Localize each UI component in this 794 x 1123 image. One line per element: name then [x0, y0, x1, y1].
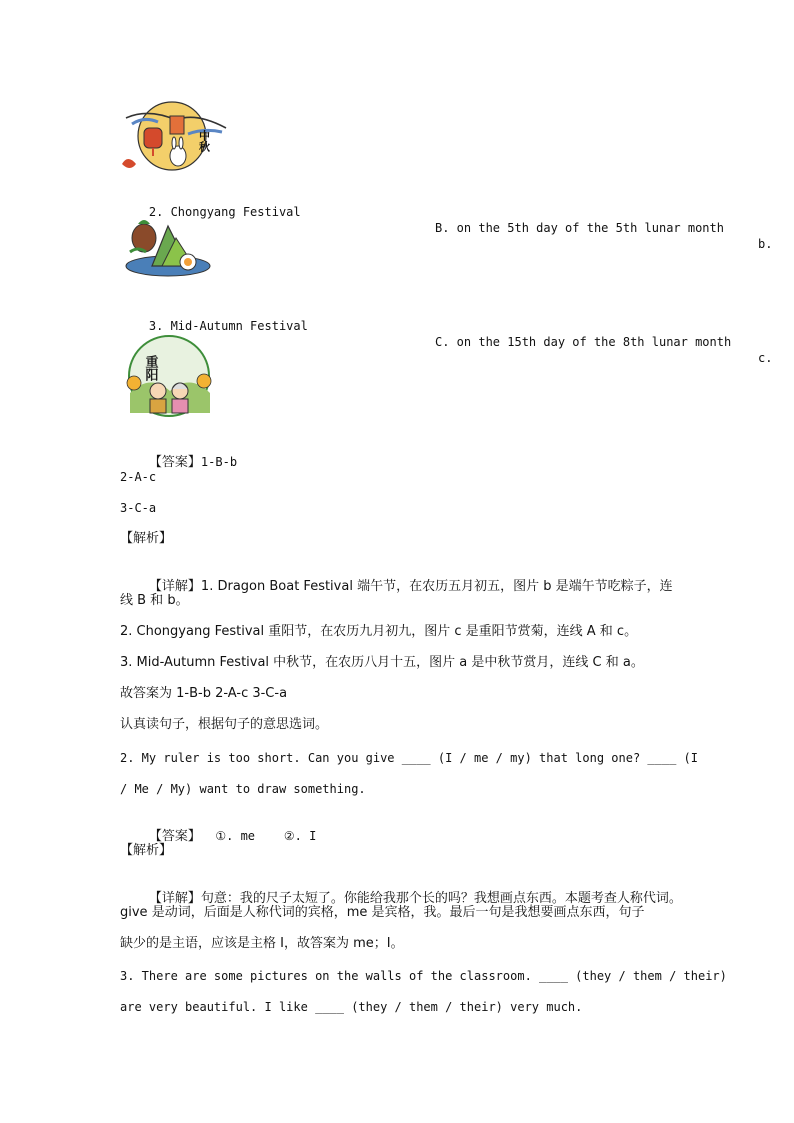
picture-letter: c.: [758, 351, 773, 365]
answer-label: 【答案】: [148, 829, 201, 844]
detail-line-2: 2. Chongyang Festival 重阳节，在农历九月初九，图片 c 是重阳节赏菊，连线 A 和 c。: [120, 624, 638, 639]
question-3-line-1: 3. There are some pictures on the walls of the classroom. ____ (they / them / their): [120, 969, 727, 983]
detail-2-line-2: give 是动词，后面是人称代词的宾格，me 是宾格，我。最后一句是我想要画点东西，句子: [120, 905, 645, 920]
answer-text: ①. me ②. I: [200, 829, 317, 843]
analysis-label: 【解析】: [120, 531, 173, 546]
detail-line-1b: 线 B 和 b。: [120, 593, 189, 608]
answer-line-3: 3-C-a: [120, 501, 157, 515]
question-3-line-2: are very beautiful. I like ____ (they / them / their) very much.: [120, 1000, 583, 1014]
answer-label: 【答案】: [148, 455, 201, 470]
question-2-line-2: / Me / My) want to draw something.: [120, 782, 366, 796]
question-2-line-1: 2. My ruler is too short. Can you give ____ (I / me / my) that long one? ____ (I: [120, 751, 698, 765]
detail-line-1: [120, 562, 673, 611]
analysis-label: 【解析】: [120, 843, 173, 858]
rabbit-icon: [170, 146, 186, 166]
conclusion-line: 故答案为 1-B-b 2-A-c 3-C-a: [120, 686, 288, 701]
section-instruction: 认真读句子，根据句子的意思选词。: [120, 717, 329, 732]
festival-label: 3. Mid-Autumn Festival: [148, 319, 308, 333]
detail-label: 【详解】: [148, 579, 201, 594]
grandpa-icon: [150, 383, 166, 399]
detail-text: 1. Dragon Boat Festival 端午节，在农历五月初五，图片 b 是端午节吃粽子，连: [200, 579, 673, 594]
picture-letter: b.: [758, 237, 773, 251]
detail-text: 句意：我的尺子太短了。你能给我那个长的吗？我想画点东西。本题考查人称代词。: [200, 891, 682, 906]
lantern-icon: [144, 128, 162, 148]
dragon-boat-picture: [122, 208, 214, 282]
mid-autumn-picture: [118, 98, 234, 178]
date-option: B. on the 5th day of the 5th lunar month: [435, 221, 724, 235]
mid-autumn-label: 中秋: [197, 130, 211, 152]
date-option: C. on the 15th day of the 8th lunar month: [435, 335, 732, 349]
answer-line-2: 2-A-c: [120, 470, 157, 484]
chongyang-label: 重阳: [142, 355, 158, 381]
detail-2-line-3: 缺少的是主语，应该是主格 I，故答案为 me；I。: [120, 936, 404, 951]
detail-line-3: 3. Mid-Autumn Festival 中秋节，在农历八月十五，图片 a 是中秋节赏月，连线 C 和 a。: [120, 655, 644, 670]
chongyang-picture: [120, 333, 218, 419]
chrysanthemum-icon: [127, 376, 141, 390]
detail-label: 【详解】: [148, 891, 201, 906]
festival-label: 2. Chongyang Festival: [148, 205, 301, 219]
answer-text: 1-B-b: [200, 455, 238, 469]
